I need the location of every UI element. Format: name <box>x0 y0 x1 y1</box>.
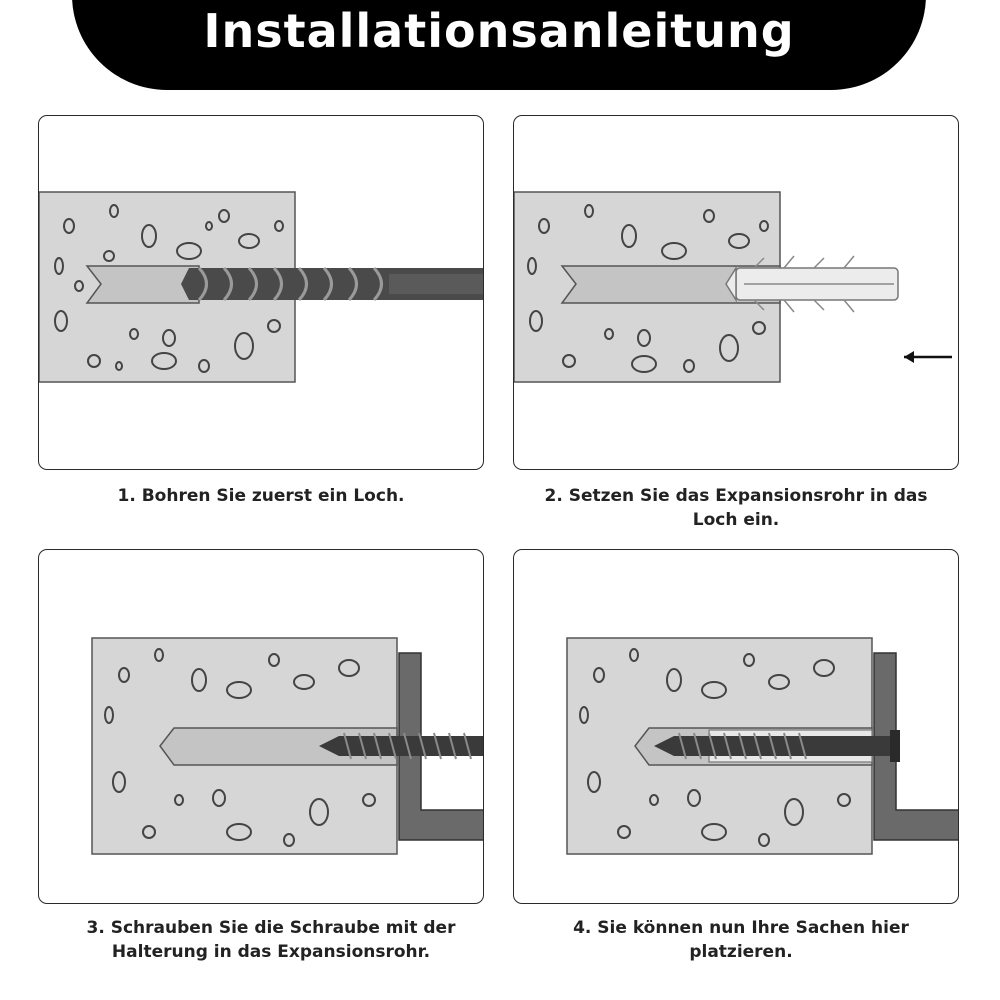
screw-diagram <box>39 550 484 904</box>
step-2-caption: 2. Setzen Sie das Expansionsrohr in das Loch ein. <box>544 486 928 530</box>
step-2-illustration <box>513 115 959 470</box>
step-4-caption: 4. Sie können nun Ihre Sachen hier platzieren. <box>573 918 909 962</box>
screw <box>319 733 484 759</box>
anchor-insert-diagram <box>514 116 959 470</box>
drill-diagram <box>39 116 484 470</box>
step-4-illustration <box>513 549 959 904</box>
step-1-caption: 1. Bohren Sie zuerst ein Loch. <box>117 486 405 506</box>
step-3-illustration <box>38 549 484 904</box>
page-title: Installationsanleitung <box>203 4 795 58</box>
step-3-caption: 3. Schrauben Sie die Schraube mit der Halterung in das Expansionsrohr. <box>86 918 456 962</box>
installed-diagram <box>514 550 959 904</box>
step-1-illustration <box>38 115 484 470</box>
drill-bit <box>181 268 484 300</box>
title-banner <box>72 0 926 90</box>
arrow-left-icon <box>904 351 952 363</box>
